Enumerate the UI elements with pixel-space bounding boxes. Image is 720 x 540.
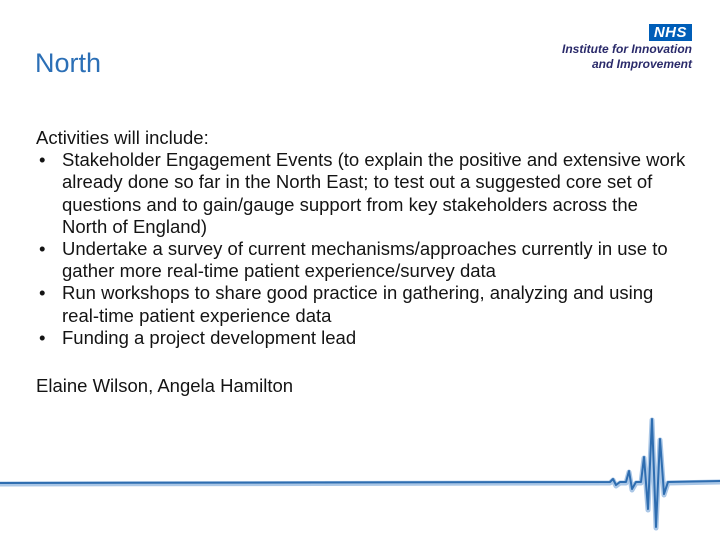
- logo-text-line-1: Institute for Innovation: [562, 42, 692, 56]
- list-item: [36, 327, 686, 349]
- intro-text: Activities will include:: [36, 127, 209, 148]
- list-item-text: Run workshops to share good practice in gathering, analyzing and using real-time patient experience data: [62, 282, 654, 326]
- logo-text-line-2: and Improvement: [591, 57, 692, 71]
- list-item-text: Undertake a survey of current mechanisms/approaches currently in use to gather more real-time patient experience/survey data: [62, 238, 668, 282]
- authors-text: Elaine Wilson, Angela Hamilton: [36, 375, 294, 397]
- bullet-icon: •: [39, 282, 46, 304]
- slide-title: North: [35, 48, 102, 78]
- slide-body: [36, 127, 686, 397]
- list-item-text: Stakeholder Engagement Events (to explain the positive and extensive work already done so far in the North East; to test out a suggested core set of questions and to gain/gauge support from key stakeholders across the North of England): [62, 149, 686, 237]
- bullet-icon: •: [39, 238, 46, 260]
- pulse-shadow: [0, 420, 720, 528]
- list-item: [36, 282, 686, 326]
- bullet-icon: •: [39, 149, 46, 171]
- heartbeat-line-icon: [0, 400, 720, 540]
- pulse-line: [0, 419, 720, 527]
- nhs-logo-icon: [552, 24, 692, 72]
- list-item: [36, 238, 686, 282]
- nhs-badge: NHS: [649, 24, 692, 41]
- bullet-icon: •: [39, 326, 46, 348]
- activities-list: [36, 149, 686, 349]
- list-item-text: Funding a project development lead: [62, 326, 357, 348]
- list-item: [36, 149, 686, 238]
